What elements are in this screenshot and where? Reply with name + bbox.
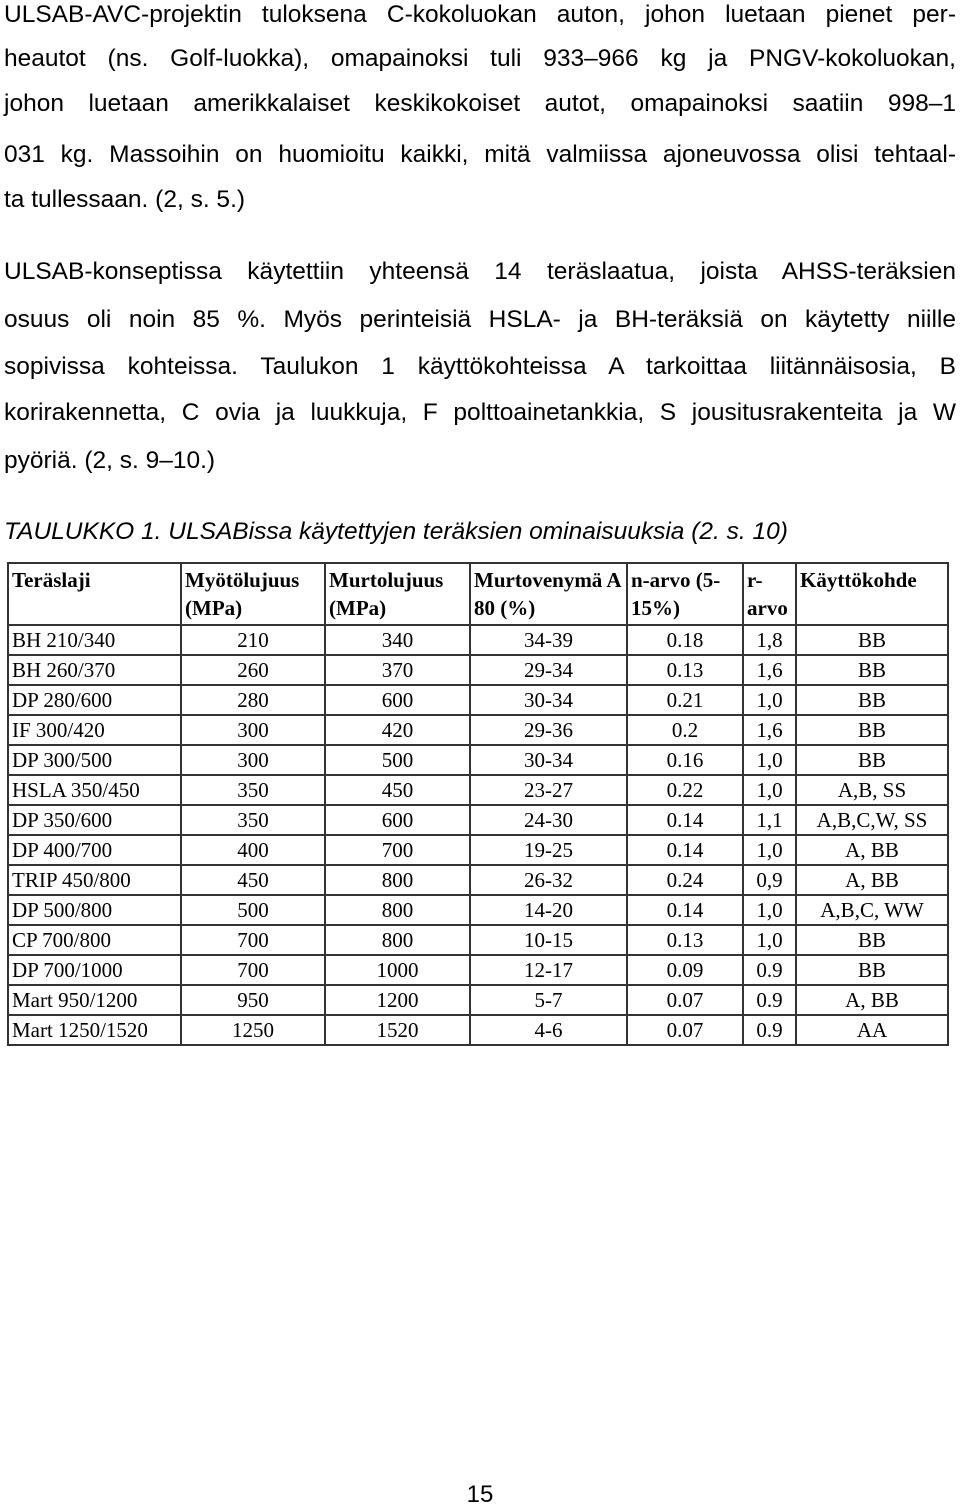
table-cell: A,B, SS xyxy=(796,775,948,805)
page-number: 15 xyxy=(466,1481,494,1508)
table-cell: BH 260/370 xyxy=(8,655,181,685)
table-cell: A, BB xyxy=(796,985,948,1015)
column-header: Myötölujuus (MPa) xyxy=(181,563,325,625)
table-cell: 0.2 xyxy=(627,715,743,745)
paragraph-1-line: heautot (ns. Golf-luokka), omapainoksi tuli 933–966 kg ja PNGV-kokoluokan, xyxy=(4,45,956,72)
table-row xyxy=(8,835,948,865)
table-cell: 12-17 xyxy=(470,955,627,985)
table-cell: 0.14 xyxy=(627,835,743,865)
table-cell: 0.9 xyxy=(743,955,796,985)
paragraph-2-line: pyöriä. (2, s. 9–10.) xyxy=(4,447,216,474)
table-cell: 1,0 xyxy=(743,895,796,925)
table-cell: 1520 xyxy=(325,1015,470,1045)
table-cell: 29-36 xyxy=(470,715,627,745)
table-caption: TAULUKKO 1. ULSABissa käytettyjen teräksien ominaisuuksia (2. s. 10) xyxy=(4,518,788,545)
table-cell: BB xyxy=(796,625,948,655)
table-cell: 19-25 xyxy=(470,835,627,865)
table-cell: 450 xyxy=(325,775,470,805)
table-cell: 4-6 xyxy=(470,1015,627,1045)
table-cell: A, BB xyxy=(796,835,948,865)
table-cell: 370 xyxy=(325,655,470,685)
table-cell: 1,0 xyxy=(743,685,796,715)
table-cell: BB xyxy=(796,955,948,985)
table-cell: IF 300/420 xyxy=(8,715,181,745)
table-cell: 0.09 xyxy=(627,955,743,985)
table-cell: 30-34 xyxy=(470,685,627,715)
column-header: Murtovenymä A 80 (%) xyxy=(470,563,627,625)
table-row xyxy=(8,955,948,985)
table-cell: 0.9 xyxy=(743,985,796,1015)
steel-properties-table xyxy=(7,562,949,1046)
table-cell: 800 xyxy=(325,895,470,925)
table-cell: 23-27 xyxy=(470,775,627,805)
table-cell: 450 xyxy=(181,865,325,895)
table-cell: 700 xyxy=(181,955,325,985)
table-cell: 300 xyxy=(181,715,325,745)
table-cell: 500 xyxy=(181,895,325,925)
table-cell: 0.14 xyxy=(627,805,743,835)
table-row xyxy=(8,805,948,835)
table-cell: 1,6 xyxy=(743,715,796,745)
table-cell: 260 xyxy=(181,655,325,685)
table-cell: DP 280/600 xyxy=(8,685,181,715)
table-cell: 300 xyxy=(181,745,325,775)
table-header-row xyxy=(8,563,948,625)
table-cell: Mart 950/1200 xyxy=(8,985,181,1015)
table-cell: AA xyxy=(796,1015,948,1045)
table-row xyxy=(8,865,948,895)
table-cell: 34-39 xyxy=(470,625,627,655)
table-cell: 350 xyxy=(181,775,325,805)
table-cell: 0.16 xyxy=(627,745,743,775)
paragraph-1-line: 031 kg. Massoihin on huomioitu kaikki, mitä valmiissa ajoneuvossa olisi tehtaal- xyxy=(4,141,956,168)
table-cell: 1,8 xyxy=(743,625,796,655)
table-cell: 0.13 xyxy=(627,925,743,955)
table-cell: 1200 xyxy=(325,985,470,1015)
table-cell: 700 xyxy=(325,835,470,865)
table-cell: 0.14 xyxy=(627,895,743,925)
table-row xyxy=(8,685,948,715)
table-row xyxy=(8,625,948,655)
table-cell: DP 300/500 xyxy=(8,745,181,775)
paragraph-2-line: osuus oli noin 85 %. Myös perinteisiä HSLA- ja BH-teräksiä on käytetty niille xyxy=(4,306,956,333)
column-header: r-arvo xyxy=(743,563,796,625)
column-header: Murtolujuus (MPa) xyxy=(325,563,470,625)
table-row xyxy=(8,985,948,1015)
table-cell: 1,6 xyxy=(743,655,796,685)
table-cell: 1,0 xyxy=(743,925,796,955)
table-cell: 29-34 xyxy=(470,655,627,685)
table-cell: DP 500/800 xyxy=(8,895,181,925)
table-cell: BB xyxy=(796,745,948,775)
table-row xyxy=(8,655,948,685)
table-cell: DP 400/700 xyxy=(8,835,181,865)
table-cell: DP 700/1000 xyxy=(8,955,181,985)
column-header: Käyttökohde xyxy=(796,563,948,625)
table-cell: A, BB xyxy=(796,865,948,895)
table-cell: 14-20 xyxy=(470,895,627,925)
table-cell: 210 xyxy=(181,625,325,655)
table-cell: BH 210/340 xyxy=(8,625,181,655)
paragraph-1-line: ULSAB-AVC-projektin tuloksena C-kokoluokan auton, johon luetaan pienet per- xyxy=(4,1,956,28)
table-cell: 0.22 xyxy=(627,775,743,805)
table-cell: BB xyxy=(796,925,948,955)
column-header: n-arvo (5-15%) xyxy=(627,563,743,625)
table-cell: 5-7 xyxy=(470,985,627,1015)
table-row xyxy=(8,745,948,775)
table-cell: 1000 xyxy=(325,955,470,985)
table-cell: 600 xyxy=(325,805,470,835)
table-cell: 1,0 xyxy=(743,775,796,805)
table-cell: 0.13 xyxy=(627,655,743,685)
paragraph-2-line: sopivissa kohteissa. Taulukon 1 käyttökohteissa A tarkoittaa liitännäisosia, B xyxy=(4,353,956,380)
table-cell: 0.24 xyxy=(627,865,743,895)
table-cell: 24-30 xyxy=(470,805,627,835)
table-cell: 0.21 xyxy=(627,685,743,715)
paragraph-2-line: ULSAB-konseptissa käytettiin yhteensä 14 teräslaatua, joista AHSS-teräksien xyxy=(4,258,956,285)
table-cell: 0.18 xyxy=(627,625,743,655)
table-row xyxy=(8,895,948,925)
table-cell: 500 xyxy=(325,745,470,775)
table-cell: CP 700/800 xyxy=(8,925,181,955)
table-row xyxy=(8,715,948,745)
table-cell: 280 xyxy=(181,685,325,715)
table-row xyxy=(8,1015,948,1045)
table-cell: DP 350/600 xyxy=(8,805,181,835)
paragraph-1-line: johon luetaan amerikkalaiset keskikokoiset autot, omapainoksi saatiin 998–1 xyxy=(4,90,956,117)
table-cell: 0.07 xyxy=(627,1015,743,1045)
table-cell: TRIP 450/800 xyxy=(8,865,181,895)
paragraph-1-line: ta tullessaan. (2, s. 5.) xyxy=(4,186,246,213)
table-cell: 1,1 xyxy=(743,805,796,835)
table-cell: 30-34 xyxy=(470,745,627,775)
table-cell: 350 xyxy=(181,805,325,835)
table-cell: HSLA 350/450 xyxy=(8,775,181,805)
table-cell: 1250 xyxy=(181,1015,325,1045)
table-row xyxy=(8,775,948,805)
column-header: Teräslaji xyxy=(8,563,181,625)
table-cell: 0.07 xyxy=(627,985,743,1015)
table-cell: 400 xyxy=(181,835,325,865)
table-cell: 800 xyxy=(325,865,470,895)
table-cell: A,B,C, WW xyxy=(796,895,948,925)
table-cell: BB xyxy=(796,715,948,745)
table-cell: 950 xyxy=(181,985,325,1015)
table-cell: 1,0 xyxy=(743,745,796,775)
table-cell: BB xyxy=(796,655,948,685)
table-cell: 600 xyxy=(325,685,470,715)
table-cell: 0.9 xyxy=(743,1015,796,1045)
table-cell: 800 xyxy=(325,925,470,955)
table-cell: Mart 1250/1520 xyxy=(8,1015,181,1045)
table-cell: BB xyxy=(796,685,948,715)
table-cell: 340 xyxy=(325,625,470,655)
table-cell: 10-15 xyxy=(470,925,627,955)
table-cell: 1,0 xyxy=(743,835,796,865)
table-row xyxy=(8,925,948,955)
table-cell: 700 xyxy=(181,925,325,955)
table-cell: A,B,C,W, SS xyxy=(796,805,948,835)
table-cell: 0,9 xyxy=(743,865,796,895)
table-cell: 26-32 xyxy=(470,865,627,895)
paragraph-2-line: korirakennetta, C ovia ja luukkuja, F polttoainetankkia, S jousitusrakenteita ja W xyxy=(4,399,956,426)
table-cell: 420 xyxy=(325,715,470,745)
